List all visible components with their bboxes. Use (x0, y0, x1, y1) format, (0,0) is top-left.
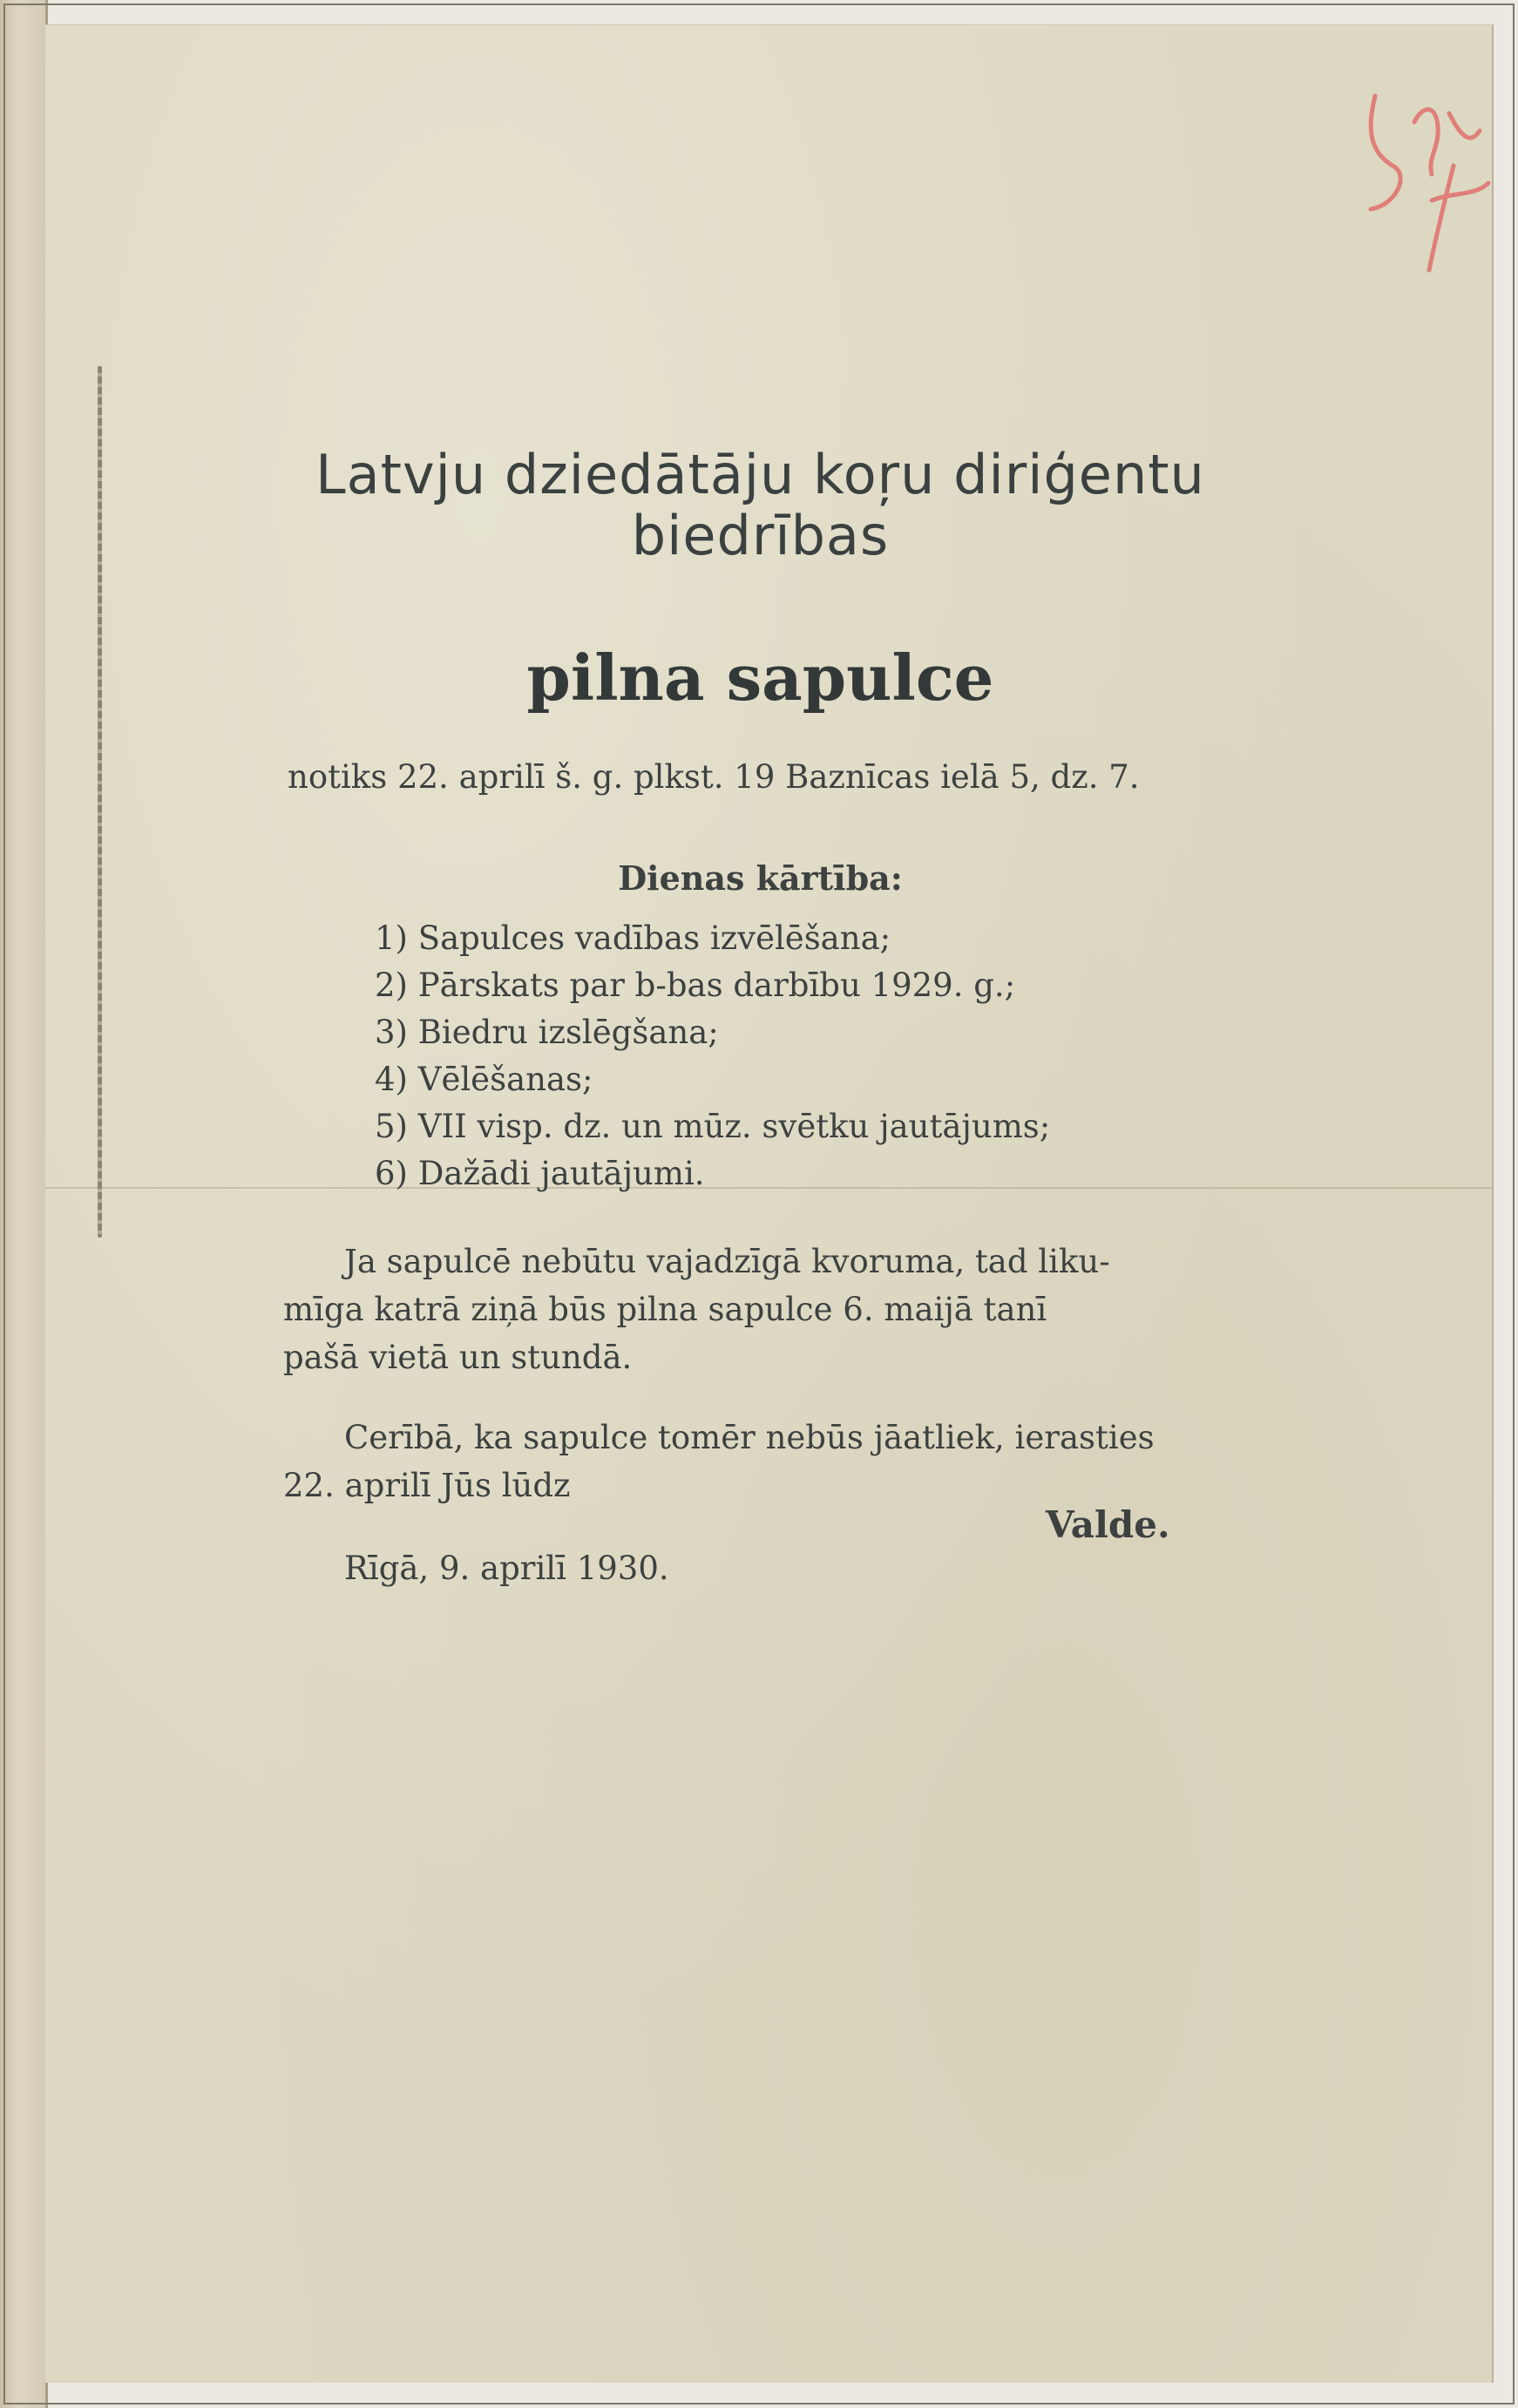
binding-strip (0, 0, 48, 2408)
invitation-paragraph (283, 1414, 1229, 1509)
meeting-heading: pilna sapulce (526, 641, 994, 715)
quorum-paragraph (283, 1238, 1229, 1381)
quorum-line: pašā vietā un stundā. (283, 1339, 633, 1376)
title-line-1: Latvju dziedātāju koŗu diriģentu (315, 443, 1205, 506)
binding-thread (98, 366, 102, 1238)
agenda-item: 3) Biedru izslēgšana; (375, 1014, 719, 1051)
agenda-item: 1) Sapulces vadības izvēlēšana; (375, 919, 891, 957)
agenda-item: 4) Vēlēšanas; (375, 1061, 593, 1098)
invitation-line: 22. aprilī Jūs lūdz (283, 1467, 571, 1504)
organization-title (174, 444, 1346, 566)
agenda-title: Dienas kārtība: (618, 858, 903, 898)
handwritten-archive-mark-icon (1349, 70, 1497, 279)
quorum-line: Ja sapulcē nebūtu vajadzīgā kvoruma, tad liku- (344, 1243, 1110, 1280)
agenda-item: 5) VII visp. dz. un mūz. svētku jautājums; (375, 1108, 1051, 1145)
agenda-list (375, 915, 1050, 1197)
agenda-item: 2) Pārskats par b-bas darbību 1929. g.; (375, 967, 1016, 1004)
paper-sheet (45, 24, 1494, 2383)
quorum-line: mīga katrā ziņā būs pilna sapulce 6. maijā tanī (283, 1291, 1047, 1328)
title-line-2: biedrības (631, 504, 890, 567)
place-and-date: Rīgā, 9. aprilī 1930. (344, 1550, 669, 1587)
agenda-item: 6) Dažādi jautājumi. (375, 1155, 705, 1192)
invitation-line: Cerībā, ka sapulce tomēr nebūs jāatliek, ierasties (344, 1419, 1155, 1456)
signature: Valde. (1046, 1503, 1170, 1546)
meeting-notice: notiks 22. aprilī š. g. plkst. 19 Baznīcas ielā 5, dz. 7. (288, 758, 1140, 796)
